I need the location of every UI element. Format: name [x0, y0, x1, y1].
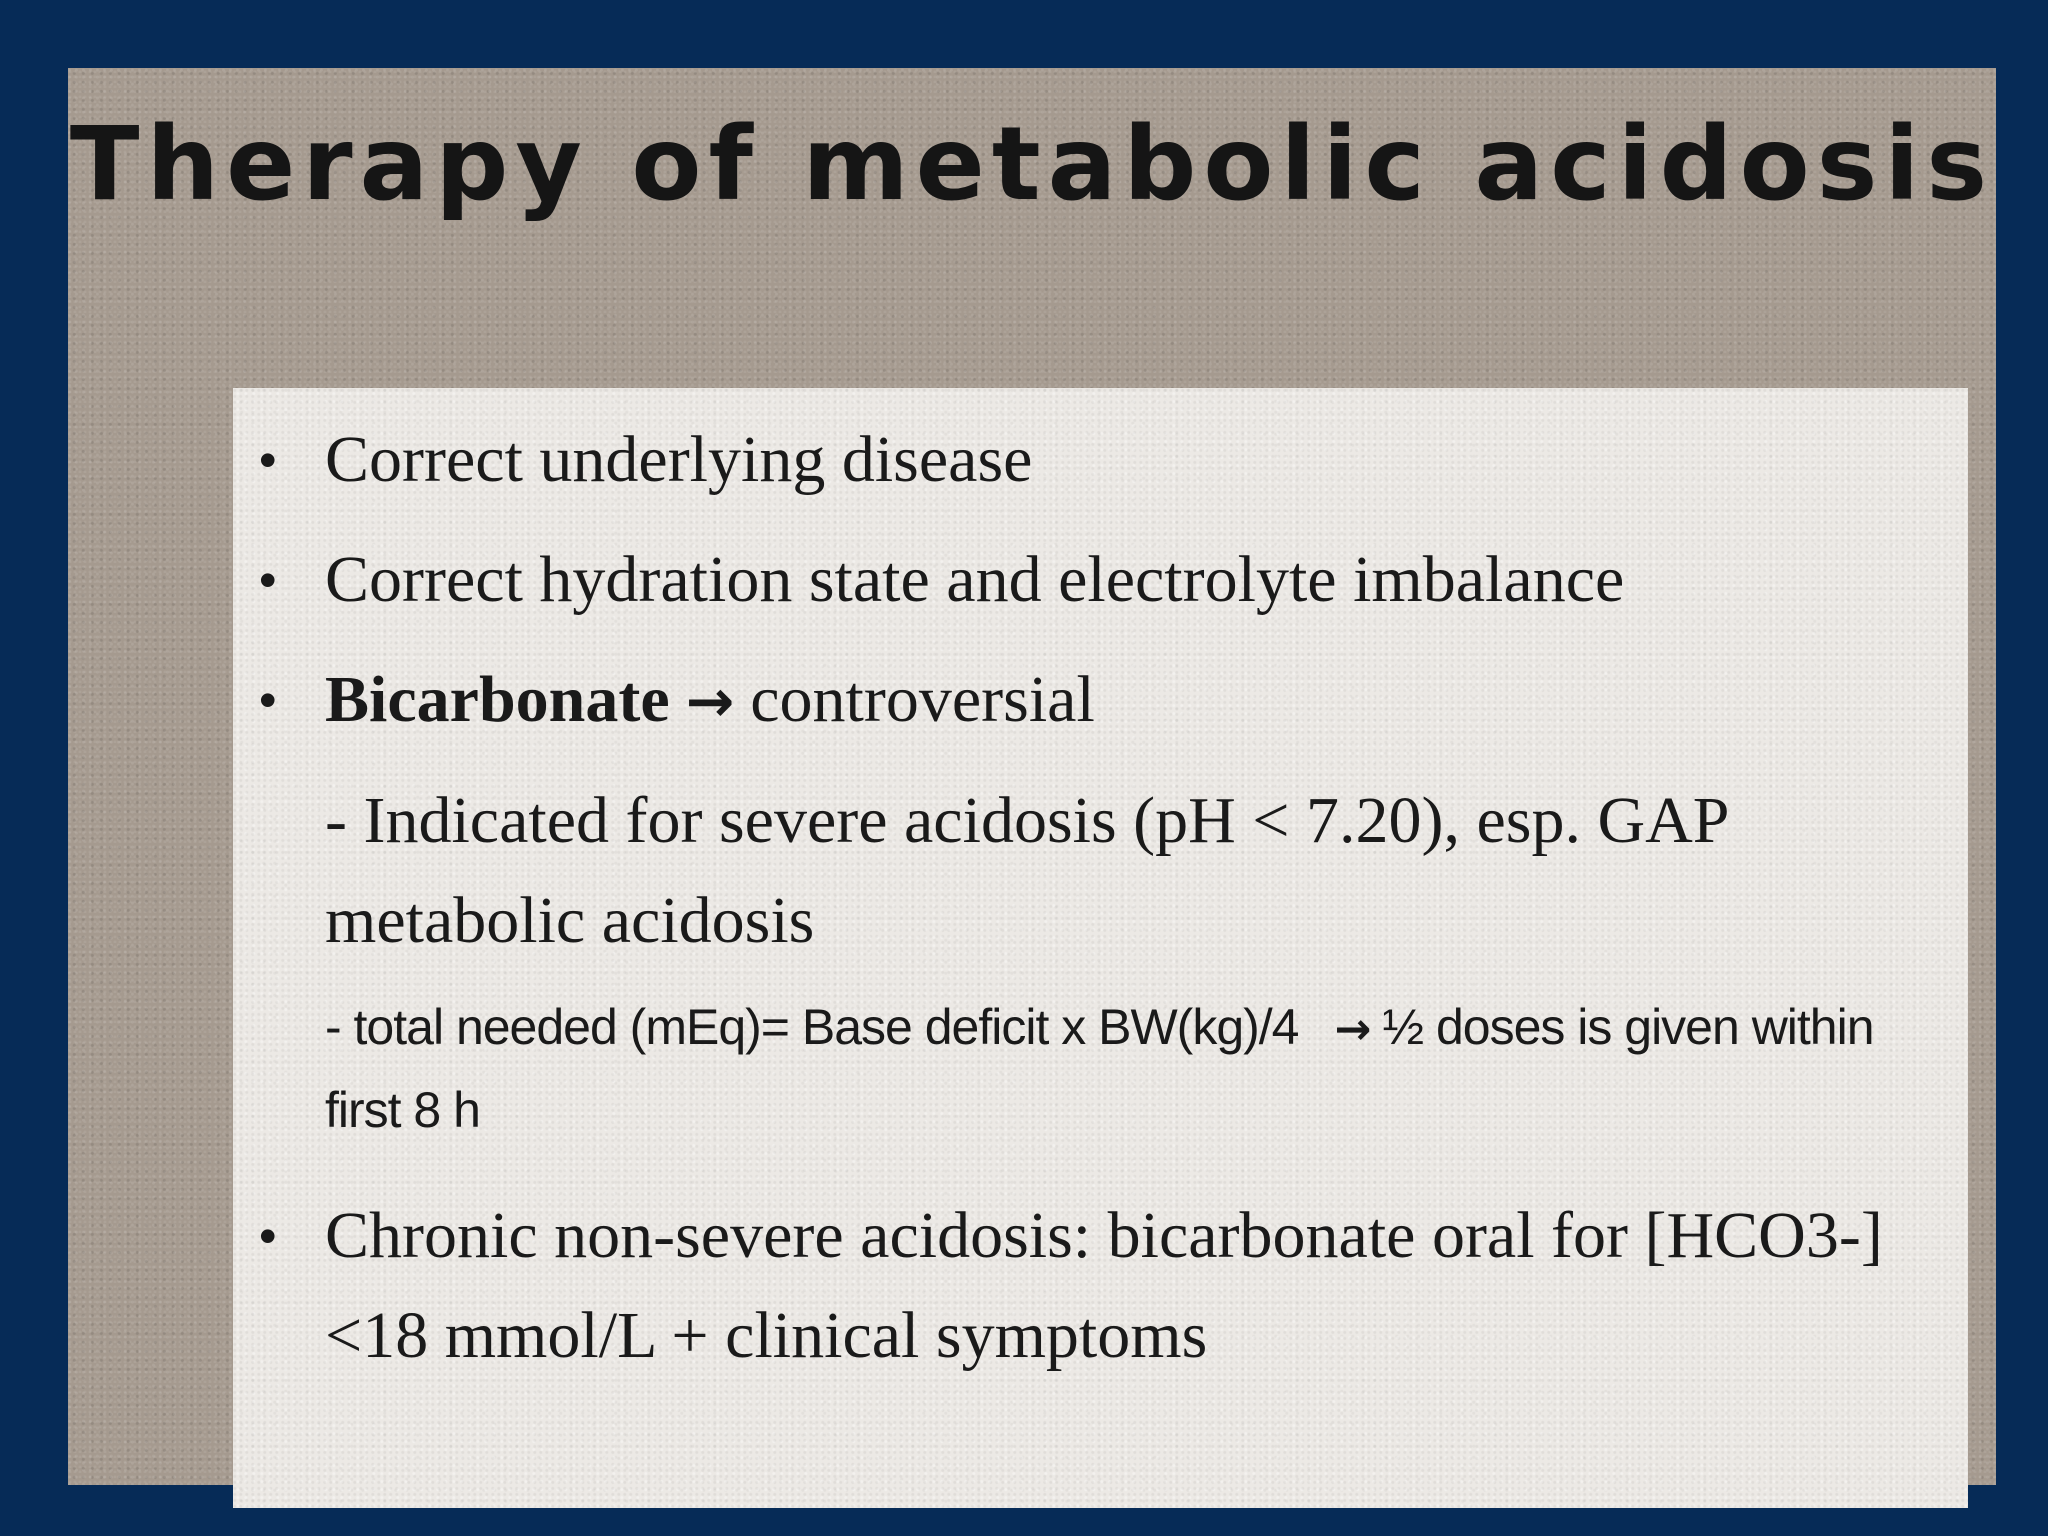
slide-title: Therapy of metabolic acidosis — [69, 105, 1995, 224]
bullet-text: Chronic non-severe acidosis: bicarbonate oral for [HCO3-] <18 mmol/L + clinical symptoms — [325, 1199, 1883, 1372]
bullet-item-underlying-disease — [259, 410, 1928, 510]
content-panel — [233, 388, 1968, 1508]
arrow-right-icon: → — [685, 667, 735, 735]
bullet-item-hydration — [259, 530, 1928, 630]
sub-item-dose — [325, 987, 1928, 1150]
bullet-text: Correct underlying disease — [325, 423, 1033, 496]
sub-item-text: - total needed (mEq)= Base deficit x BW(kg)/4 — [325, 999, 1299, 1055]
bullet-icon: • — [259, 552, 277, 608]
arrow-right-icon: → — [1334, 1004, 1371, 1055]
bullet-text: controversial — [750, 663, 1095, 736]
bullet-icon: • — [259, 672, 277, 728]
sub-item-text: ½ doses is given within first 8 h — [325, 999, 1874, 1138]
slide — [68, 68, 1996, 1485]
sub-item-indication — [325, 771, 1928, 971]
bullet-item-bicarbonate — [259, 650, 1928, 751]
bullet-icon: • — [259, 1208, 277, 1264]
bullet-icon: • — [259, 432, 277, 488]
bicarbonate-label: Bicarbonate — [325, 663, 670, 736]
bullet-item-chronic — [259, 1186, 1928, 1386]
bullet-text: Correct hydration state and electrolyte imbalance — [325, 543, 1625, 616]
sub-item-text: - Indicated for severe acidosis (pH < 7.20), esp. GAP metabolic acidosis — [325, 784, 1728, 957]
